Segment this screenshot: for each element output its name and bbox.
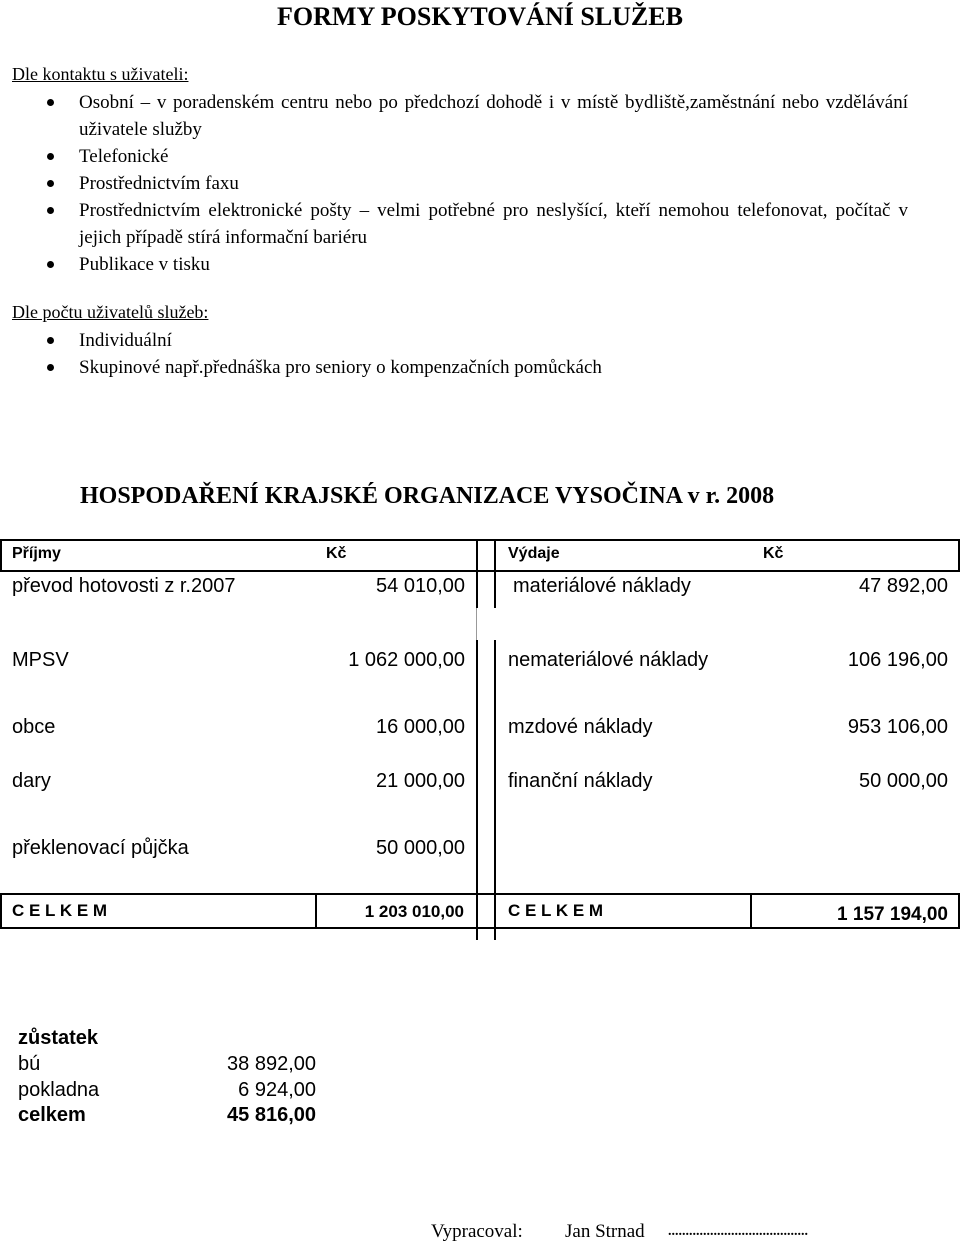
list-item: Prostřednictvím elektronické pošty – velmi potřebné pro neslyšící, kteří nemohou telefonovat, počítač v jejich případě stírá informační bariéru — [0, 197, 960, 251]
income-value: 16 000,00 — [376, 716, 465, 738]
list-item: Telefonické — [0, 143, 960, 170]
page-title: FORMY POSKYTOVÁNÍ SLUŽEB — [277, 2, 683, 31]
expense-label: nemateriálové náklady — [508, 649, 709, 671]
signature-dots: ........................................ — [668, 1224, 808, 1239]
list-item: Prostřednictvím faxu — [0, 170, 960, 197]
total-income-value: 1 203 010,00 — [364, 902, 464, 921]
header-expense: Výdaje — [508, 545, 560, 562]
balance-label: celkem — [18, 1104, 86, 1126]
header-expense-currency: Kč — [763, 545, 784, 562]
income-label: převod hotovosti z r.2007 — [12, 575, 236, 597]
income-value: 54 010,00 — [376, 575, 465, 597]
footer-name: Jan Strnad — [565, 1221, 645, 1242]
balance-label: bú — [18, 1053, 41, 1075]
income-label: překlenovací půjčka — [12, 837, 189, 859]
list-item: Publikace v tisku — [0, 251, 960, 278]
expense-label: mzdové náklady — [508, 716, 653, 738]
footer-label: Vypracoval: — [431, 1221, 523, 1242]
expense-label: finanční náklady — [508, 770, 653, 792]
balance-value: 38 892,00 — [227, 1053, 316, 1075]
list-item: Individuální — [0, 327, 960, 354]
balance-value: 6 924,00 — [238, 1079, 316, 1101]
expense-value: 953 106,00 — [847, 716, 948, 738]
contact-list — [0, 89, 960, 278]
header-income-currency: Kč — [326, 545, 347, 562]
income-value: 1 062 000,00 — [348, 649, 465, 671]
income-label: obce — [12, 716, 56, 738]
finance-heading: HOSPODAŘENÍ KRAJSKÉ ORGANIZACE VYSOČINA v r. 2008 — [80, 483, 775, 509]
income-value: 21 000,00 — [376, 770, 465, 792]
expense-value: 50 000,00 — [859, 770, 948, 792]
income-label: MPSV — [12, 649, 69, 671]
expense-value: 47 892,00 — [859, 575, 948, 597]
total-expense-value: 1 157 194,00 — [837, 904, 948, 925]
expense-value: 106 196,00 — [847, 649, 948, 671]
income-label: dary — [12, 770, 51, 792]
list-item: Skupinové např.přednáška pro seniory o kompenzačních pomůckách — [0, 354, 960, 381]
total-income-label: C E L K E M — [12, 901, 108, 920]
list-item: Osobní – v poradenském centru nebo po předchozí dohodě i v místě bydliště,zaměstnání nebo vzdělávání uživatele služby — [0, 89, 960, 143]
income-value: 50 000,00 — [376, 837, 465, 859]
header-income: Příjmy — [12, 545, 61, 562]
total-expense-label: C E L K E M — [508, 901, 604, 920]
balance-label: pokladna — [18, 1079, 100, 1101]
expense-label: materiálové náklady — [513, 575, 691, 597]
count-section-heading: Dle počtu uživatelů služeb: — [12, 302, 209, 322]
contact-section-heading: Dle kontaktu s uživateli: — [12, 64, 189, 84]
count-list — [0, 327, 960, 381]
balance-heading: zůstatek — [18, 1027, 99, 1049]
balance-value: 45 816,00 — [227, 1104, 316, 1126]
